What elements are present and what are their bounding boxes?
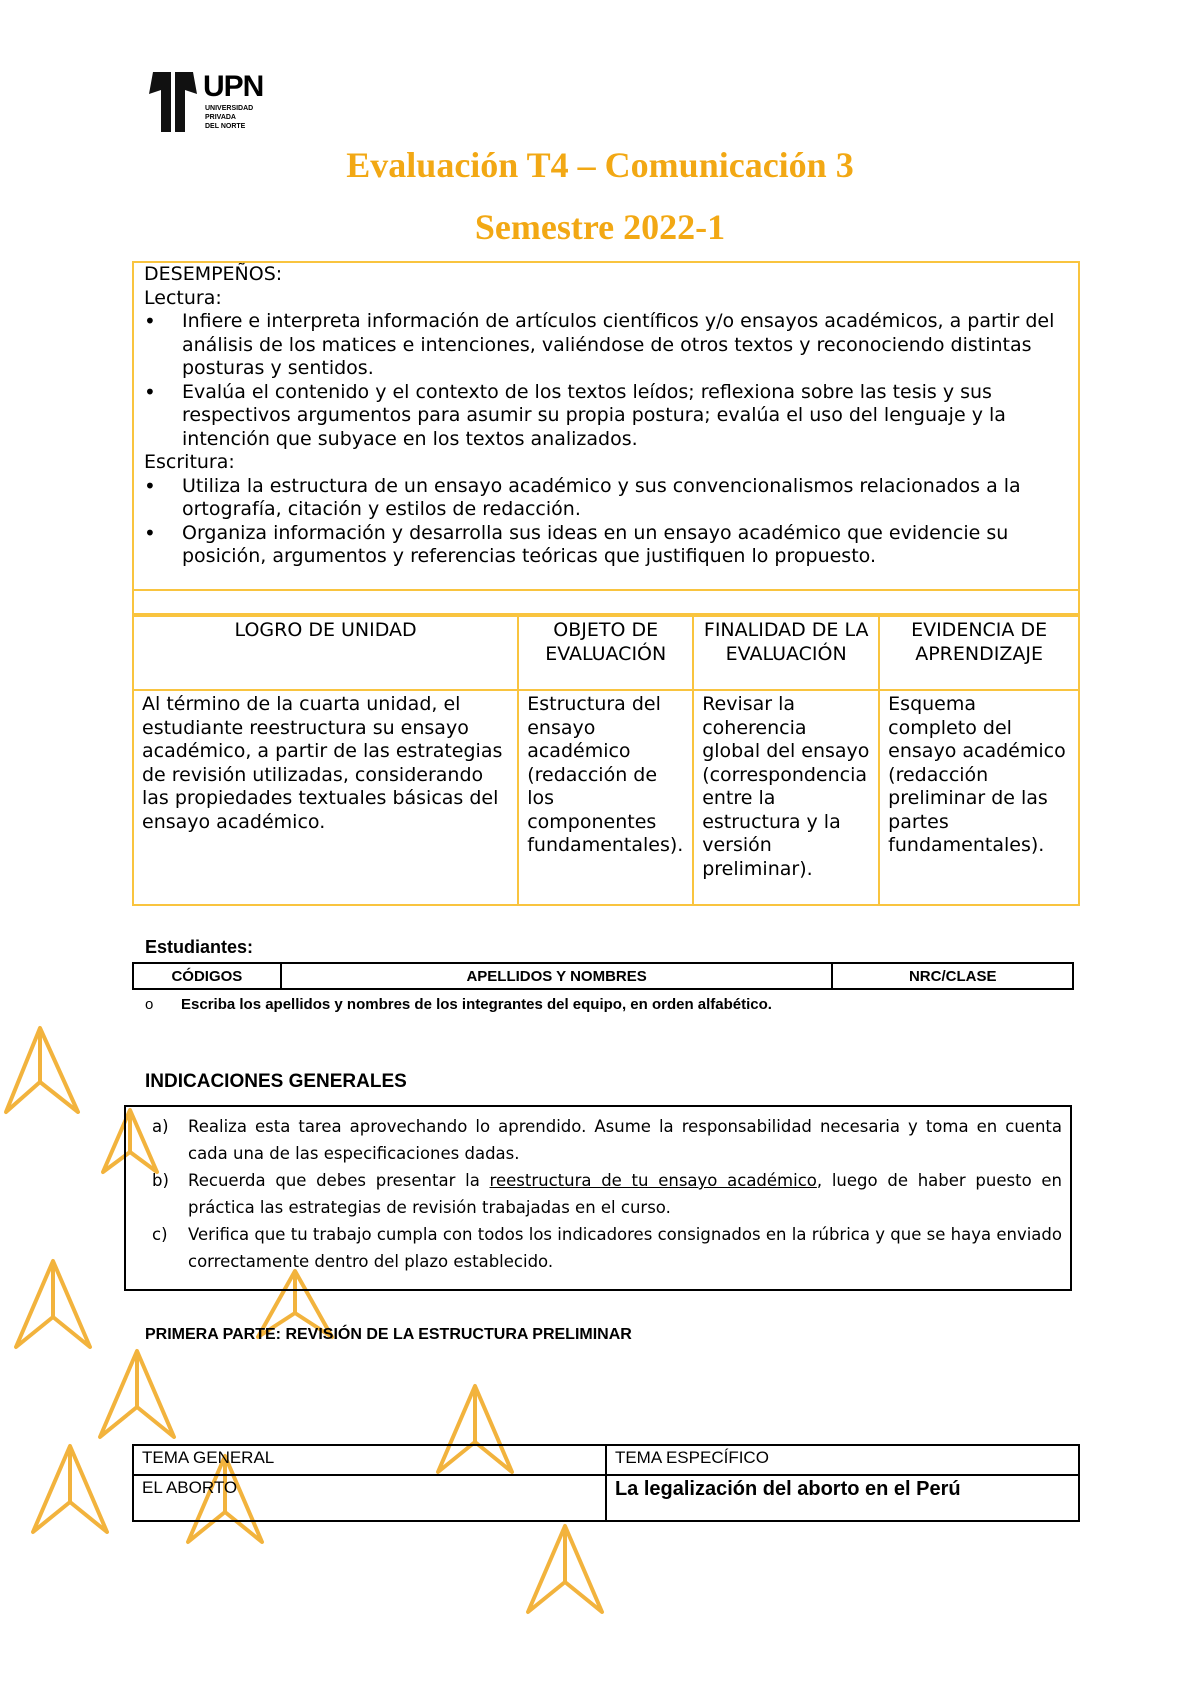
item-text: Verifica que tu trabajo cumpla con todos los indicadores consignados en la rúbrica y que se haya enviado correctamente dentro del plazo establecido.	[188, 1225, 1062, 1271]
cell-logro: Al término de la cuarta unidad, el estudiante reestructura su ensayo académico, a partir de las estrategias de revisión utilizadas, considerando las propiedades textuales básicas del ensayo académico.	[133, 690, 518, 905]
item-text: , luego de haber puesto en práctica las estrategias de revisión trabajadas en el curso.	[188, 1171, 1062, 1217]
header-finalidad: FINALIDAD DE LA EVALUACIÓN	[693, 616, 879, 690]
escritura-label: Escritura:	[144, 451, 235, 473]
bullet-icon: o	[145, 996, 154, 1013]
list-item: • Organiza información y desarrolla sus ideas en un ensayo académico que evidencie su posición, argumentos y referencias teóricas que justifiquen lo propuesto.	[144, 522, 1068, 569]
indicaciones-title: INDICACIONES GENERALES	[145, 1071, 407, 1092]
list-item: • Evalúa el contenido y el contexto de los textos leídos; reflexiona sobre las tesis y sus respectivos argumentos para asumir su propia postura; evalúa el uso del lenguaje y la intención que subyace en los textos analizados.	[144, 381, 1068, 452]
triangle-decoration-icon	[25, 1440, 115, 1540]
header-objeto: OBJETO DE EVALUACIÓN	[518, 616, 693, 690]
item-label: c)	[152, 1225, 168, 1244]
list-item	[140, 1113, 1062, 1167]
triangle-decoration-icon	[92, 1345, 182, 1445]
item-text: Realiza esta tarea aprovechando lo aprendido. Asume la responsabilidad necesaria y toma en cuenta cada una de las especificaciones dadas.	[188, 1117, 1062, 1163]
list-item	[140, 1221, 1062, 1275]
header-apellidos: APELLIDOS Y NOMBRES	[281, 963, 833, 989]
desempenos-box	[132, 261, 1080, 591]
table-row	[133, 690, 1079, 905]
item-text-underlined: reestructura de tu ensayo académico	[489, 1171, 817, 1190]
logro-table	[132, 615, 1080, 906]
empty-row	[132, 591, 1080, 615]
header-tema-general: TEMA GENERAL	[133, 1445, 606, 1475]
lectura-label: Lectura:	[144, 286, 222, 309]
page-title: Evaluación T4 – Comunicación 3	[346, 145, 854, 185]
lectura-list	[144, 310, 1068, 451]
cell-finalidad: Revisar la coherencia global del ensayo (correspondencia entre la estructura y la versión preliminar).	[693, 690, 879, 905]
cell-evidencia: Esquema completo del ensayo académico (redacción preliminar de las partes fundamentales).	[879, 690, 1079, 905]
triangle-decoration-icon	[8, 1255, 98, 1355]
upn-arrow-icon	[145, 72, 200, 132]
section-heading: PRIMERA PARTE: REVISIÓN DE LA ESTRUCTURA PRELIMINAR	[145, 1326, 632, 1343]
tema-table	[132, 1444, 1080, 1522]
escritura-list	[144, 475, 1068, 569]
list-item: • Infiere e interpreta información de artículos científicos y/o ensayos académicos, a partir del análisis de los matices e intenciones, valiéndose de otros textos y reconociendo distintas posturas y sentidos.	[144, 310, 1068, 381]
table-header-row	[133, 1445, 1079, 1475]
item-label: b)	[152, 1171, 169, 1190]
upn-logo	[145, 70, 270, 135]
list-item	[140, 1167, 1062, 1221]
list-item: • Utiliza la estructura de un ensayo académico y sus convencionalismos relacionados a la ortografía, citación y estilos de redacción.	[144, 475, 1068, 522]
students-note-text: Escriba los apellidos y nombres de los integrantes del equipo, en orden alfabético.	[181, 996, 772, 1013]
table-header-row	[133, 963, 1073, 989]
triangle-decoration-icon	[0, 1020, 90, 1120]
cell-objeto: Estructura del ensayo académico (redacción de los componentes fundamentales).	[518, 690, 693, 905]
item-label: a)	[152, 1117, 169, 1136]
desempenos-heading: DESEMPEÑOS:	[144, 263, 283, 285]
cell-tema-general: EL ABORTO	[133, 1475, 606, 1521]
table-header-row	[133, 616, 1079, 690]
students-table	[132, 962, 1074, 990]
item-text: Recuerda que debes presentar la	[188, 1171, 490, 1190]
header-nrc: NRC/CLASE	[832, 963, 1073, 989]
triangle-decoration-icon	[520, 1520, 610, 1620]
header-tema-especifico: TEMA ESPECÍFICO	[606, 1445, 1079, 1475]
logo-subtext: UNIVERSIDAD PRIVADA DEL NORTE	[205, 105, 254, 130]
header-evidencia: EVIDENCIA DE APRENDIZAJE	[879, 616, 1079, 690]
students-note	[145, 996, 772, 1013]
cell-tema-especifico: La legalización del aborto en el Perú	[606, 1475, 1079, 1521]
logo-text: UPN	[203, 70, 264, 103]
header-codigos: CÓDIGOS	[133, 963, 281, 989]
page-subtitle: Semestre 2022-1	[474, 207, 726, 247]
students-label: Estudiantes:	[145, 937, 254, 957]
header-logro: LOGRO DE UNIDAD	[133, 616, 518, 690]
table-row	[133, 1475, 1079, 1521]
indicaciones-box	[124, 1105, 1072, 1291]
